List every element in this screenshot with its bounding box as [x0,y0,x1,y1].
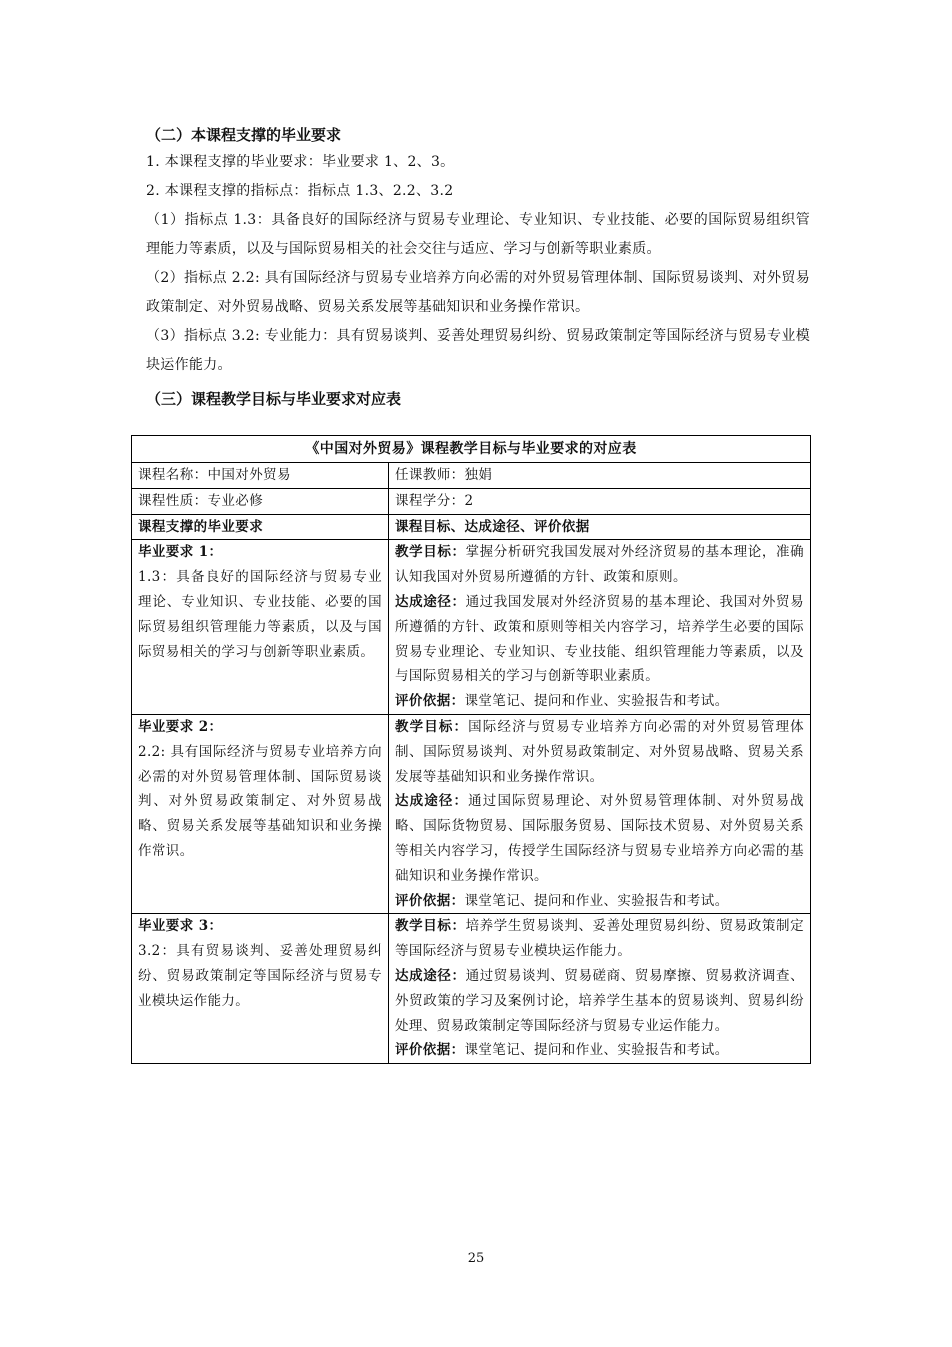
achievement-path-label: 达成途径： [395,793,469,810]
achievement-path [395,964,804,1038]
teaching-goal-label: 教学目标： [395,718,469,735]
requirement-cell [132,714,389,913]
teaching-goal-text: 国际经济与贸易专业培养方向必需的对外贸易管理体制、国际贸易谈判、对外贸易政策制定、对外贸易战略、贸易关系发展等基础知识和业务操作常识。 [395,718,805,785]
requirement-text: 1.3：具备良好的国际经济与贸易专业理论、专业知识、专业技能、必要的国际贸易组织管理能力等素质，以及与国际贸易相关的学习与创新等职业素质。 [138,569,382,660]
teacher-cell: 任课教师：独娟 [389,463,811,489]
correspondence-table [131,435,811,1064]
requirement-title: 毕业要求 1： [138,544,223,561]
teaching-goal [395,540,804,590]
page-number: 25 [467,1251,485,1266]
teaching-goal [395,914,804,964]
table-row [132,540,811,715]
teaching-goal-text: 培养学生贸易谈判、妥善处理贸易纠纷、贸易政策制定等国际经济与贸易专业模块运作能力。 [395,918,805,960]
achievement-path-text: 通过国际贸易理论、对外贸易管理体制、对外贸易战略、国际货物贸易、国际服务贸易、国际技术贸易、对外贸易关系等相关内容学习，传授学生国际经济与贸易专业培养方向必需的基础知识和业务操作常识。 [395,793,805,884]
table-title: 《中国对外贸易》课程教学目标与毕业要求的对应表 [132,436,811,463]
requirement-text: 3.2：具有贸易谈判、妥善处理贸易纠纷、贸易政策制定等国际经济与贸易专业模块运作能力。 [138,943,382,1009]
table-row [132,914,811,1064]
column-header-requirements: 课程支撑的毕业要求 [132,514,389,540]
achievement-path-text: 通过贸易谈判、贸易磋商、贸易摩擦、贸易救济调查、外贸政策的学习及案例讨论，培养学生基本的贸易谈判、贸易纠纷处理、贸易政策制定等国际经济与贸易专业运作能力。 [395,967,805,1034]
teaching-goal-label: 教学目标： [395,918,466,935]
goals-cell [389,914,811,1064]
evaluation-basis-label: 评价依据： [395,1042,465,1059]
achievement-path [395,590,804,689]
evaluation-basis-label: 评价依据： [395,693,465,710]
requirement-title: 毕业要求 2： [138,718,223,735]
evaluation-basis-text: 课堂笔记、提问和作业、实验报告和考试。 [464,892,729,909]
evaluation-basis [395,889,804,914]
indicator-point-2: （2）指标点 2.2: 具有国际经济与贸易专业培养方向必需的对外贸易管理体制、国际贸易谈判、对外贸易政策制定、对外贸易战略、贸易关系发展等基础知识和业务操作常识。 [146,270,810,315]
teaching-goal-label: 教学目标： [395,544,466,561]
course-name-cell: 课程名称：中国对外贸易 [132,463,389,489]
evaluation-basis-text: 课堂笔记、提问和作业、实验报告和考试。 [464,1042,729,1059]
table-row [132,463,811,489]
requirement-text: 2.2: 具有国际经济与贸易专业培养方向必需的对外贸易管理体制、国际贸易谈判、对外贸易政策制定、对外贸易战略、贸易关系发展等基础知识和业务操作常识。 [138,743,382,859]
indicator-point-3: （3）指标点 3.2: 专业能力：具有贸易谈判、妥善处理贸易纠纷、贸易政策制定等国际经济与贸易专业模块运作能力。 [146,328,810,373]
achievement-path-label: 达成途径： [395,593,466,610]
course-type-cell: 课程性质：专业必修 [132,488,389,514]
achievement-path-text: 通过我国发展对外经济贸易的基本理论、我国对外贸易所遵循的方针、政策和原则等相关内容学习，培养学生必要的国际贸易专业理论、专业知识、专业技能、组织管理能力等素质，以及与国际贸易相关的学习与创新等职业素质。 [395,593,805,685]
section-2 [146,122,810,412]
evaluation-basis [395,689,804,714]
teaching-goal-text: 掌握分析研究我国发展对外经济贸易的基本理论，准确认知我国对外贸易所遵循的方针、政策和原则。 [395,544,805,586]
goals-cell [389,540,811,715]
teaching-goal [395,715,804,789]
requirement-cell [132,540,389,715]
evaluation-basis-text: 课堂笔记、提问和作业、实验报告和考试。 [464,693,729,710]
goals-cell [389,714,811,913]
column-header-goals: 课程目标、达成途径、评价依据 [389,514,811,540]
table-title-row [132,436,811,463]
section-2-item-1: 1. 本课程支撑的毕业要求：毕业要求 1、2、3。 [146,154,455,170]
evaluation-basis [395,1038,804,1063]
section-3-heading: （三）课程教学目标与毕业要求对应表 [146,390,402,408]
credits-cell: 课程学分：2 [389,488,811,514]
table-header-row [132,514,811,540]
section-2-heading: （二）本课程支撑的毕业要求 [146,126,342,144]
requirement-cell [132,914,389,1064]
achievement-path-label: 达成途径： [395,967,466,984]
section-2-item-2: 2. 本课程支撑的指标点：指标点 1.3、2.2、3.2 [146,183,454,199]
requirement-title: 毕业要求 3： [138,918,223,935]
table-row [132,714,811,913]
table-row [132,488,811,514]
evaluation-basis-label: 评价依据： [395,892,465,909]
indicator-point-1: （1）指标点 1.3：具备良好的国际经济与贸易专业理论、专业知识、专业技能、必要的国际贸易组织管理能力等素质，以及与国际贸易相关的社会交往与适应、学习与创新等职业素质。 [146,212,810,257]
achievement-path [395,789,804,888]
